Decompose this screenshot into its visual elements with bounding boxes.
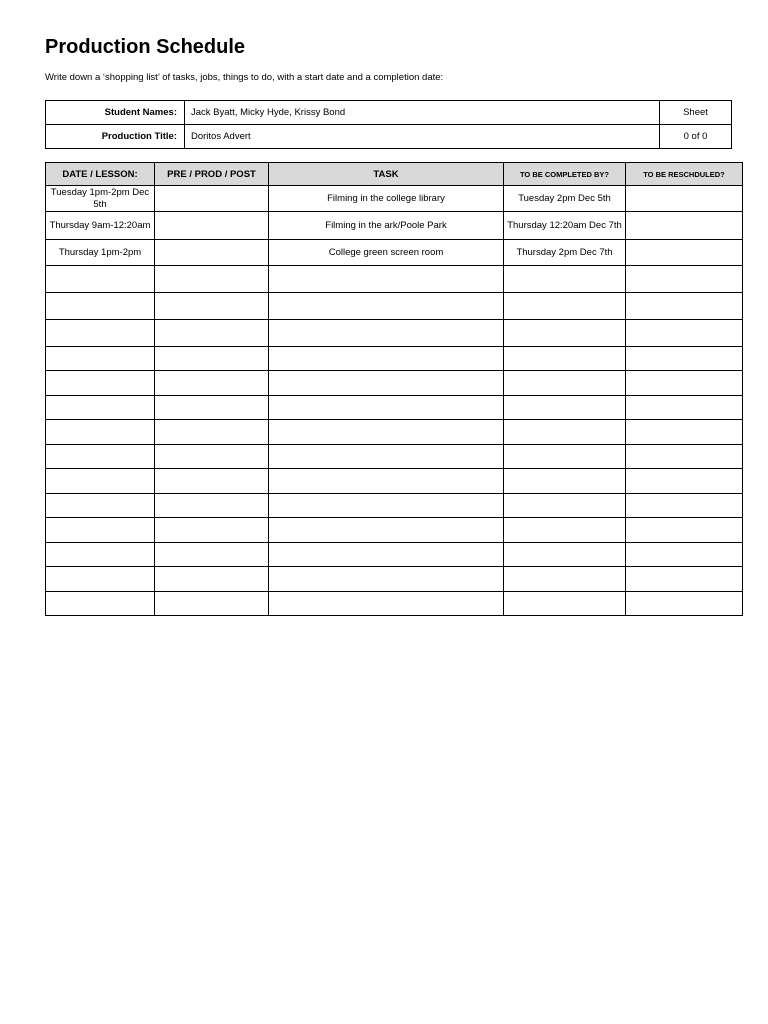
cell-completed-by [504,543,626,567]
production-title-value: Doritos Advert [185,125,660,149]
cell-rescheduled [626,518,743,543]
cell-rescheduled [626,469,743,494]
cell-date [46,266,155,293]
cell-completed-by [504,445,626,469]
cell-phase [155,494,269,518]
cell-rescheduled [626,494,743,518]
cell-task: Filming in the ark/Poole Park [269,212,504,240]
cell-task [269,469,504,494]
cell-completed-by [504,320,626,347]
cell-date [46,445,155,469]
cell-completed-by [504,266,626,293]
cell-date [46,592,155,616]
cell-task [269,266,504,293]
cell-phase [155,543,269,567]
table-row [46,212,743,240]
cell-completed-by: Thursday 12:20am Dec 7th [504,212,626,240]
cell-task [269,445,504,469]
table-row [46,494,743,518]
cell-date [46,347,155,371]
cell-task [269,543,504,567]
cell-rescheduled [626,347,743,371]
table-row [46,420,743,445]
header-task: TASK [269,163,504,186]
cell-phase [155,445,269,469]
cell-rescheduled [626,543,743,567]
cell-rescheduled [626,567,743,592]
cell-rescheduled [626,420,743,445]
table-row [46,371,743,396]
header-rescheduled: TO BE RESCHDULED? [626,163,743,186]
table-row [46,543,743,567]
cell-date [46,543,155,567]
cell-phase [155,293,269,320]
cell-rescheduled [626,293,743,320]
cell-phase [155,518,269,543]
cell-date [46,293,155,320]
cell-task [269,320,504,347]
cell-phase [155,212,269,240]
header-phase: PRE / PROD / POST [155,163,269,186]
header-date-lesson: DATE / LESSON: [46,163,155,186]
cell-completed-by: Tuesday 2pm Dec 5th [504,186,626,212]
cell-rescheduled [626,396,743,420]
cell-completed-by [504,293,626,320]
table-row [46,240,743,266]
table-row [46,445,743,469]
cell-date [46,396,155,420]
table-row [46,347,743,371]
cell-completed-by [504,494,626,518]
cell-task [269,371,504,396]
cell-date [46,518,155,543]
table-row [46,186,743,212]
cell-completed-by [504,420,626,445]
intro-text: Write down a ‘shopping list’ of tasks, jobs, things to do, with a start date and a completion date: [45,72,444,83]
production-title-row [46,125,732,149]
cell-date [46,469,155,494]
cell-rescheduled [626,445,743,469]
sheet-value: 0 of 0 [660,125,732,149]
cell-phase [155,347,269,371]
cell-date [46,567,155,592]
cell-task: Filming in the college library [269,186,504,212]
production-title-label: Production Title: [46,125,185,149]
cell-rescheduled [626,186,743,212]
cell-task [269,396,504,420]
cell-completed-by [504,347,626,371]
info-table [45,100,732,149]
cell-task [269,347,504,371]
cell-date: Thursday 1pm-2pm [46,240,155,266]
cell-phase [155,420,269,445]
student-names-label: Student Names: [46,101,185,125]
cell-rescheduled [626,266,743,293]
cell-rescheduled [626,320,743,347]
table-row [46,469,743,494]
cell-completed-by [504,371,626,396]
cell-task [269,494,504,518]
cell-date: Thursday 9am-12:20am [46,212,155,240]
table-row [46,266,743,293]
cell-task [269,420,504,445]
table-row [46,320,743,347]
cell-completed-by [504,592,626,616]
cell-rescheduled [626,371,743,396]
table-row [46,592,743,616]
cell-completed-by: Thursday 2pm Dec 7th [504,240,626,266]
cell-phase [155,567,269,592]
cell-date: Tuesday 1pm-2pm Dec 5th [46,186,155,212]
cell-phase [155,186,269,212]
cell-task [269,567,504,592]
cell-phase [155,592,269,616]
cell-date [46,420,155,445]
cell-date [46,371,155,396]
cell-date [46,320,155,347]
cell-phase [155,240,269,266]
cell-phase [155,266,269,293]
table-row [46,293,743,320]
table-row [46,518,743,543]
table-row [46,396,743,420]
student-names-row [46,101,732,125]
cell-rescheduled [626,592,743,616]
schedule-body [46,186,743,616]
sheet-label: Sheet [660,101,732,125]
student-names-value: Jack Byatt, Micky Hyde, Krissy Bond [185,101,660,125]
cell-phase [155,396,269,420]
cell-task [269,293,504,320]
schedule-header-row [46,163,743,186]
cell-rescheduled [626,240,743,266]
cell-task: College green screen room [269,240,504,266]
header-completed-by: TO BE COMPLETED BY? [504,163,626,186]
cell-completed-by [504,396,626,420]
cell-phase [155,320,269,347]
cell-date [46,494,155,518]
cell-completed-by [504,567,626,592]
cell-phase [155,371,269,396]
table-row [46,567,743,592]
cell-completed-by [504,469,626,494]
cell-rescheduled [626,212,743,240]
page-title: Production Schedule [45,36,246,58]
cell-task [269,592,504,616]
cell-phase [155,469,269,494]
cell-task [269,518,504,543]
cell-completed-by [504,518,626,543]
schedule-table [45,162,743,616]
